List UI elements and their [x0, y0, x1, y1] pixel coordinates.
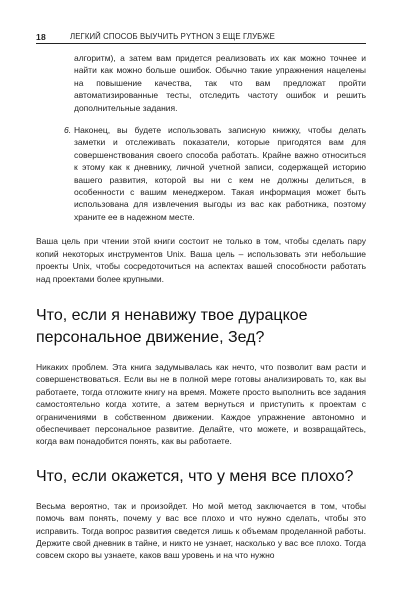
section-heading: Что, если я ненавижу твое дурацкое персональное движение, Зед? — [36, 306, 308, 346]
list-item-marker: 6. — [64, 125, 72, 136]
header-rule — [36, 43, 366, 44]
list-item-text: Наконец, вы будете использовать записную книжку, чтобы делать заметки и отслеживать показатели, которые пригодятся вам для совершенствования своего способа работать. Крайне важно относиться к этому как к дневнику, личной учетной записи, содержащей историю вашего развития, которой вы ни с кем не должны делиться, в особенности с вашим менеджером. Такая информация может быть использована для извлечения выгоды из вас как работника, поэтому храните ее в надежном месте. — [74, 125, 366, 222]
section-heading: Что, если окажется, что у меня все плохо? — [36, 467, 354, 485]
page-number: 18 — [36, 32, 46, 42]
list-item-text: алгоритм), а затем вам придется реализовать их как можно точнее и найти как можно больше ошибок. Обычно такие упражнения нацелены на повышение качества, так что вам предложат пройти автоматизированные тесты, отследить частоту ошибок и решить дополнительные задания. — [74, 53, 366, 113]
list-item — [36, 52, 366, 114]
list-item — [36, 124, 366, 223]
page-body — [36, 52, 366, 570]
page-header — [0, 0, 400, 44]
section-paragraph: Никаких проблем. Эта книга задумывалась как нечто, что позволит вам расти и совершенствоваться. Если вы не в полной мере готовы анализировать то, как вы работаете, тогда отложите книгу на время. Можете просто выполнить все задания самостоятельно когда хотите, а затем вернуться и приступить к проектам с ограничениями в собственном движении. Каждое упражнение автономно и обеспечивает персональное развитие. Делайте, что можете, и возвращайтесь, когда вам понадобится понять, как вы работаете. — [36, 361, 366, 447]
intro-paragraph: Ваша цель при чтении этой книги состоит не только в том, чтобы сделать пару копий некоторых инструментов Unix. Ваша цель – использовать эти небольшие проекты Unix, чтобы сосредоточиться на аспектах вашей способности работать над проектами более крупными. — [36, 236, 366, 284]
running-head: ЛЕГКИЙ СПОСОБ ВЫУЧИТЬ PYTHON 3 ЕЩЕ ГЛУБЖЕ — [70, 32, 275, 41]
section-paragraph: Весьма вероятно, так и произойдет. Но мой метод заключается в том, чтобы помочь вам понять, почему у вас все плохо и что нужно сделать, чтобы это исправить. Тогда вопрос развития сведется лишь к объемам проделанной работы. Держите свой дневник в тайне, и никто не узнает, насколько у вас все плохо. Тогда совсем скоро вы узнаете, каков ваш уровень и на что нужно — [36, 500, 366, 561]
